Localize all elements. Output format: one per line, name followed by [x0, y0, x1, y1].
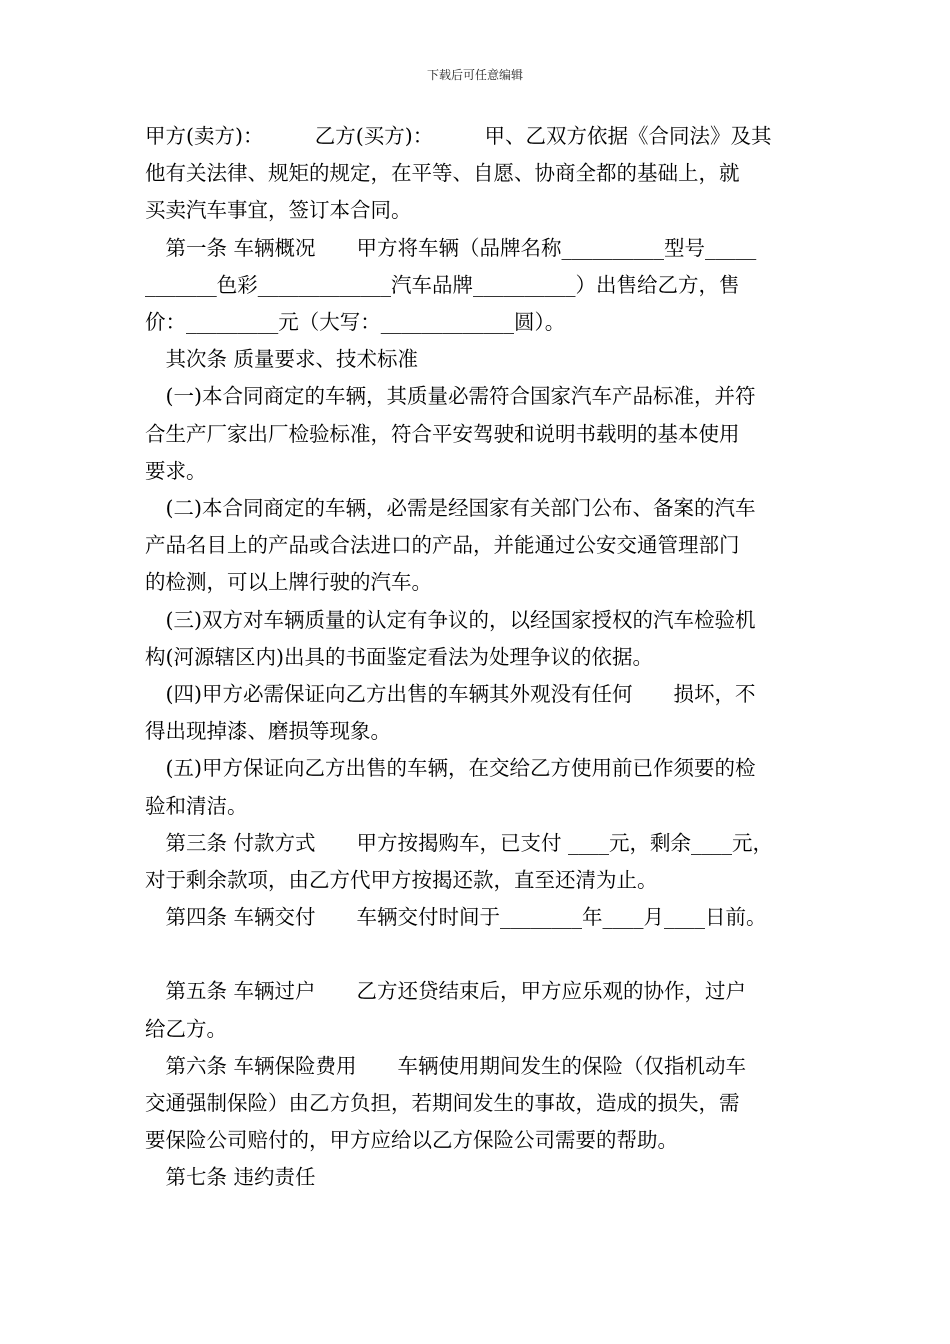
- text-line: 对于剩余款项，由乙方代甲方按揭还款，直至还清为止。: [145, 868, 658, 893]
- text-line: 买卖汽车事宜，签订本合同。: [145, 198, 412, 223]
- text-line: 第四条 车辆交付 车辆交付时间于________年____月____日前。: [145, 905, 767, 930]
- text-line: 第五条 车辆过户 乙方还贷结束后，甲方应乐观的协作，过户: [145, 979, 747, 1004]
- text-line: (三)双方对车辆质量的认定有争议的，以经国家授权的汽车检验机: [145, 607, 756, 632]
- text-line: 第一条 车辆概况 甲方将车辆（品牌名称__________型号_____: [145, 235, 757, 260]
- text-line: 的检测，可以上牌行驶的汽车。: [145, 570, 432, 595]
- contract-body: [145, 118, 815, 1197]
- text-line: 其次条 质量要求、技术标准: [145, 347, 419, 372]
- text-line: 构(河源辖区内)出具的书面鉴定看法为处理争议的依据。: [145, 644, 653, 669]
- blank-line: [145, 936, 815, 973]
- text-line: 给乙方。: [145, 1016, 227, 1041]
- text-line: 产品名目上的产品或合法进口的产品，并能通过公安交通管理部门: [145, 533, 740, 558]
- text-line: 合生产厂家出厂检验标准，符合平安驾驶和说明书载明的基本使用: [145, 421, 740, 446]
- text-line: (一)本合同商定的车辆，其质量必需符合国家汽车产品标准，并符: [145, 384, 756, 409]
- text-line: 第三条 付款方式 甲方按揭购车，已支付 ____元，剩余____元，: [145, 830, 774, 855]
- text-line: 第六条 车辆保险费用 车辆使用期间发生的保险（仅指机动车: [145, 1053, 747, 1078]
- text-line: 要求。: [145, 458, 207, 483]
- text-line: 要保险公司赔付的，甲方应给以乙方保险公司需要的帮助。: [145, 1128, 678, 1153]
- text-line: 他有关法律、规矩的规定，在平等、自愿、协商全都的基础上，就: [145, 161, 740, 186]
- text-line: 得出现掉漆、磨损等现象。: [145, 719, 391, 744]
- text-line: _______色彩_____________汽车品牌__________）出售给乙方，售: [145, 272, 740, 297]
- text-line: (五)甲方保证向乙方出售的车辆，在交给乙方使用前已作须要的检: [145, 756, 756, 781]
- page-header: 下载后可任意编辑: [426, 68, 523, 82]
- text-line: 价：_________元（大写：_____________圆）。: [145, 310, 566, 335]
- text-line: 第七条 违约责任: [145, 1165, 316, 1190]
- text-line: 验和清洁。: [145, 793, 248, 818]
- text-line: 甲方(卖方)： 乙方(买方)： 甲、乙双方依据《合同法》及其: [145, 124, 772, 148]
- text-line: 交通强制保险）由乙方负担，若期间发生的事故，造成的损失，需: [145, 1091, 740, 1116]
- text-line: (四)甲方必需保证向乙方出售的车辆其外观没有任何 损坏，不: [145, 682, 756, 707]
- text-line: (二)本合同商定的车辆，必需是经国家有关部门公布、备案的汽车: [145, 496, 756, 521]
